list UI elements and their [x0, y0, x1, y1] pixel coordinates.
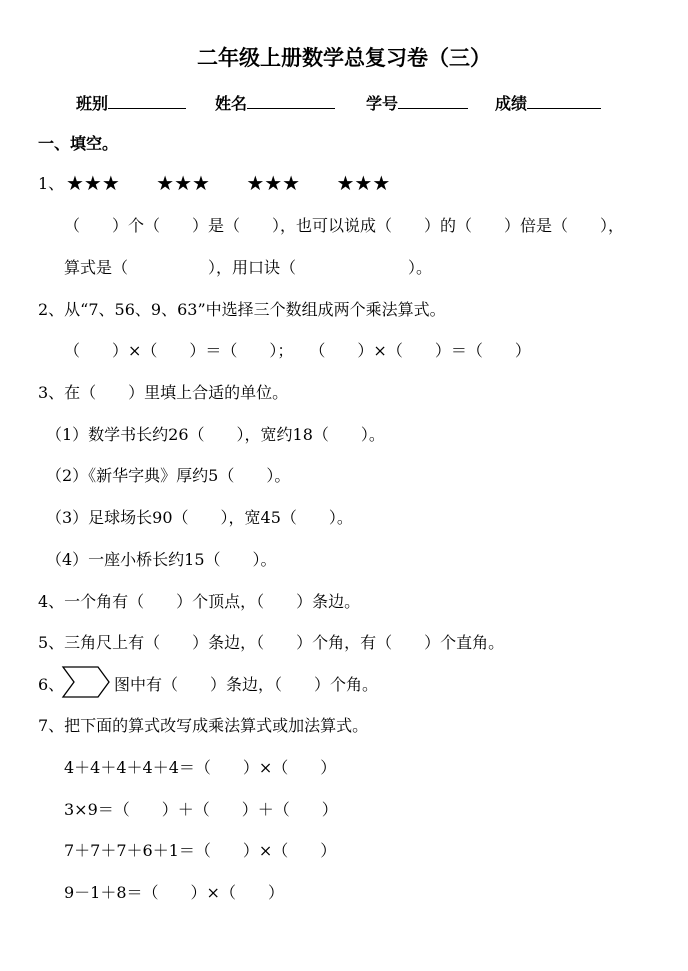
q7-item: 4＋4＋4＋4＋4＝（ ）×（ ） — [64, 758, 337, 777]
star-group: ★★★ — [336, 171, 391, 195]
q1-number: 1、 — [38, 174, 65, 193]
q5-text: 5、三角尺上有（ ）条边，（ ）个角，有（ ）个直角。 — [38, 633, 505, 652]
q7-item: 9－1＋8＝（ ）×（ ） — [64, 883, 284, 902]
q3-prompt: 3、在（ ）里填上合适的单位。 — [38, 383, 289, 402]
class-field — [76, 92, 186, 114]
name-blank[interactable] — [247, 92, 335, 109]
name-label: 姓名 — [215, 94, 248, 113]
page-title: 二年级上册数学总复习卷（三） — [197, 45, 491, 70]
section-heading-fill: 一、填空。 — [38, 134, 119, 153]
number-field — [366, 92, 468, 114]
score-blank[interactable] — [527, 92, 601, 109]
q3-item: （4）一座小桥长约15（ ）。 — [46, 550, 277, 569]
q1-star-groups — [66, 172, 420, 194]
pentagon-arrow-icon — [60, 665, 112, 699]
q2-answer-line: （ ）×（ ）＝（ ）； （ ）×（ ）＝（ ） — [64, 341, 531, 360]
q6-text: 图中有（ ）条边，（ ）个角。 — [114, 675, 379, 694]
q1-line2: 算式是（ ），用口诀（ ）。 — [64, 258, 433, 277]
q7-item: 3×9＝（ ）＋（ ）＋（ ） — [64, 800, 338, 819]
q3-item: （1）数学书长约26（ ），宽约18（ ）。 — [46, 425, 385, 444]
q1-line1: （ ）个（ ）是（ ），也可以说成（ ）的（ ）倍是（ ）， — [64, 216, 625, 235]
q4-text: 4、一个角有（ ）个顶点，（ ）条边。 — [38, 592, 361, 611]
star-group: ★★★ — [66, 171, 120, 195]
q3-item: （3）足球场长90（ ），宽45（ ）。 — [46, 508, 353, 527]
name-field — [215, 92, 335, 114]
score-field — [495, 92, 601, 114]
star-group: ★★★ — [246, 171, 301, 195]
class-label: 班别 — [76, 94, 109, 113]
q2-prompt: 2、从“7、56、9、63”中选择三个数组成两个乘法算式。 — [38, 300, 446, 319]
q3-item: （2）《新华字典》厚约5（ ）。 — [46, 466, 291, 485]
class-blank[interactable] — [108, 92, 186, 109]
star-group: ★★★ — [156, 171, 210, 195]
number-blank[interactable] — [398, 92, 468, 109]
q7-item: 7＋7＋7＋6＋1＝（ ）×（ ） — [64, 841, 337, 860]
q6-number: 6、 — [38, 675, 65, 694]
number-label: 学号 — [366, 94, 399, 113]
score-label: 成绩 — [495, 94, 528, 113]
q7-prompt: 7、把下面的算式改写成乘法算式或加法算式。 — [38, 716, 369, 735]
